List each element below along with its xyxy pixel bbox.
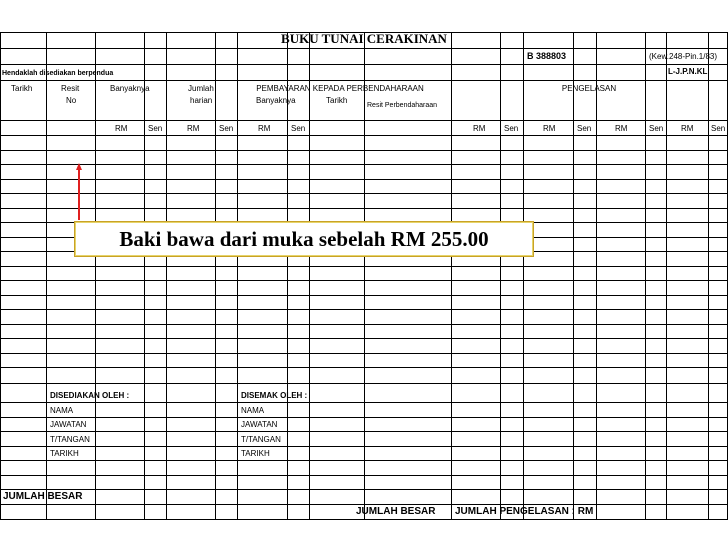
unit-rm: RM	[543, 124, 556, 133]
unit-rm: RM	[258, 124, 271, 133]
header-pb-resit: Resit Perbendaharaan	[367, 102, 438, 109]
unit-sen: Sen	[148, 124, 163, 133]
prepared-tarikh: TARIKH	[50, 449, 79, 458]
header-pengelasan: PENGELASAN	[561, 84, 617, 93]
up-arrow-icon	[76, 163, 82, 220]
classification-total-label: JUMLAH PENGELASAN : RM	[455, 506, 594, 517]
header-pembayaran: PEMBAYARAN KEPADA PERBENDAHARAAN	[256, 84, 424, 93]
header-resit-no: No	[66, 96, 77, 105]
unit-rm: RM	[187, 124, 200, 133]
unit-sen: Sen	[711, 124, 726, 133]
carried-forward-callout	[74, 221, 534, 257]
unit-rm: RM	[115, 124, 128, 133]
form-code: (Kew.248-Pin.1/83)	[649, 52, 718, 61]
grand-total-label: JUMLAH BESAR	[3, 491, 83, 502]
unit-rm: RM	[681, 124, 694, 133]
grand-total-label-middle: JUMLAH BESAR	[356, 506, 436, 517]
prepared-tandatangan: T/TANGAN	[50, 435, 90, 444]
prepared-heading: DISEDIAKAN OLEH :	[50, 391, 130, 400]
serial-number: B 388803	[527, 51, 567, 61]
unit-rm: RM	[615, 124, 628, 133]
carried-forward-text: Baki bawa dari muka sebelah RM 255.00	[119, 226, 489, 251]
checked-tarikh: TARIKH	[241, 449, 270, 458]
unit-sen: Sen	[649, 124, 664, 133]
instruction-note: Hendaklah disediakan berpendua	[2, 70, 114, 77]
unit-sen: Sen	[291, 124, 306, 133]
prepared-jawatan: JAWATAN	[50, 420, 87, 429]
prepared-nama: NAMA	[50, 406, 74, 415]
unit-sen: Sen	[219, 124, 234, 133]
checked-heading: DISEMAK OLEH :	[241, 391, 308, 400]
unit-sen: Sen	[577, 124, 592, 133]
header-resit: Resit	[61, 84, 80, 93]
header-banyaknya: Banyaknya	[110, 84, 150, 93]
office-stamp: L-J.P.N.KL	[668, 67, 708, 76]
header-jumlah-harian: harian	[190, 96, 213, 105]
unit-rm: RM	[473, 124, 486, 133]
header-pb-banyaknya: Banyaknya	[256, 96, 296, 105]
unit-sen: Sen	[504, 124, 519, 133]
checked-jawatan: JAWATAN	[241, 420, 278, 429]
header-jumlah: Jumlah	[188, 84, 214, 93]
checked-nama: NAMA	[241, 406, 265, 415]
header-pb-tarikh: Tarikh	[326, 96, 348, 105]
header-tarikh: Tarikh	[11, 84, 33, 93]
checked-tandatangan: T/TANGAN	[241, 435, 281, 444]
form-title: BUKU TUNAI CERAKINAN	[281, 31, 447, 46]
